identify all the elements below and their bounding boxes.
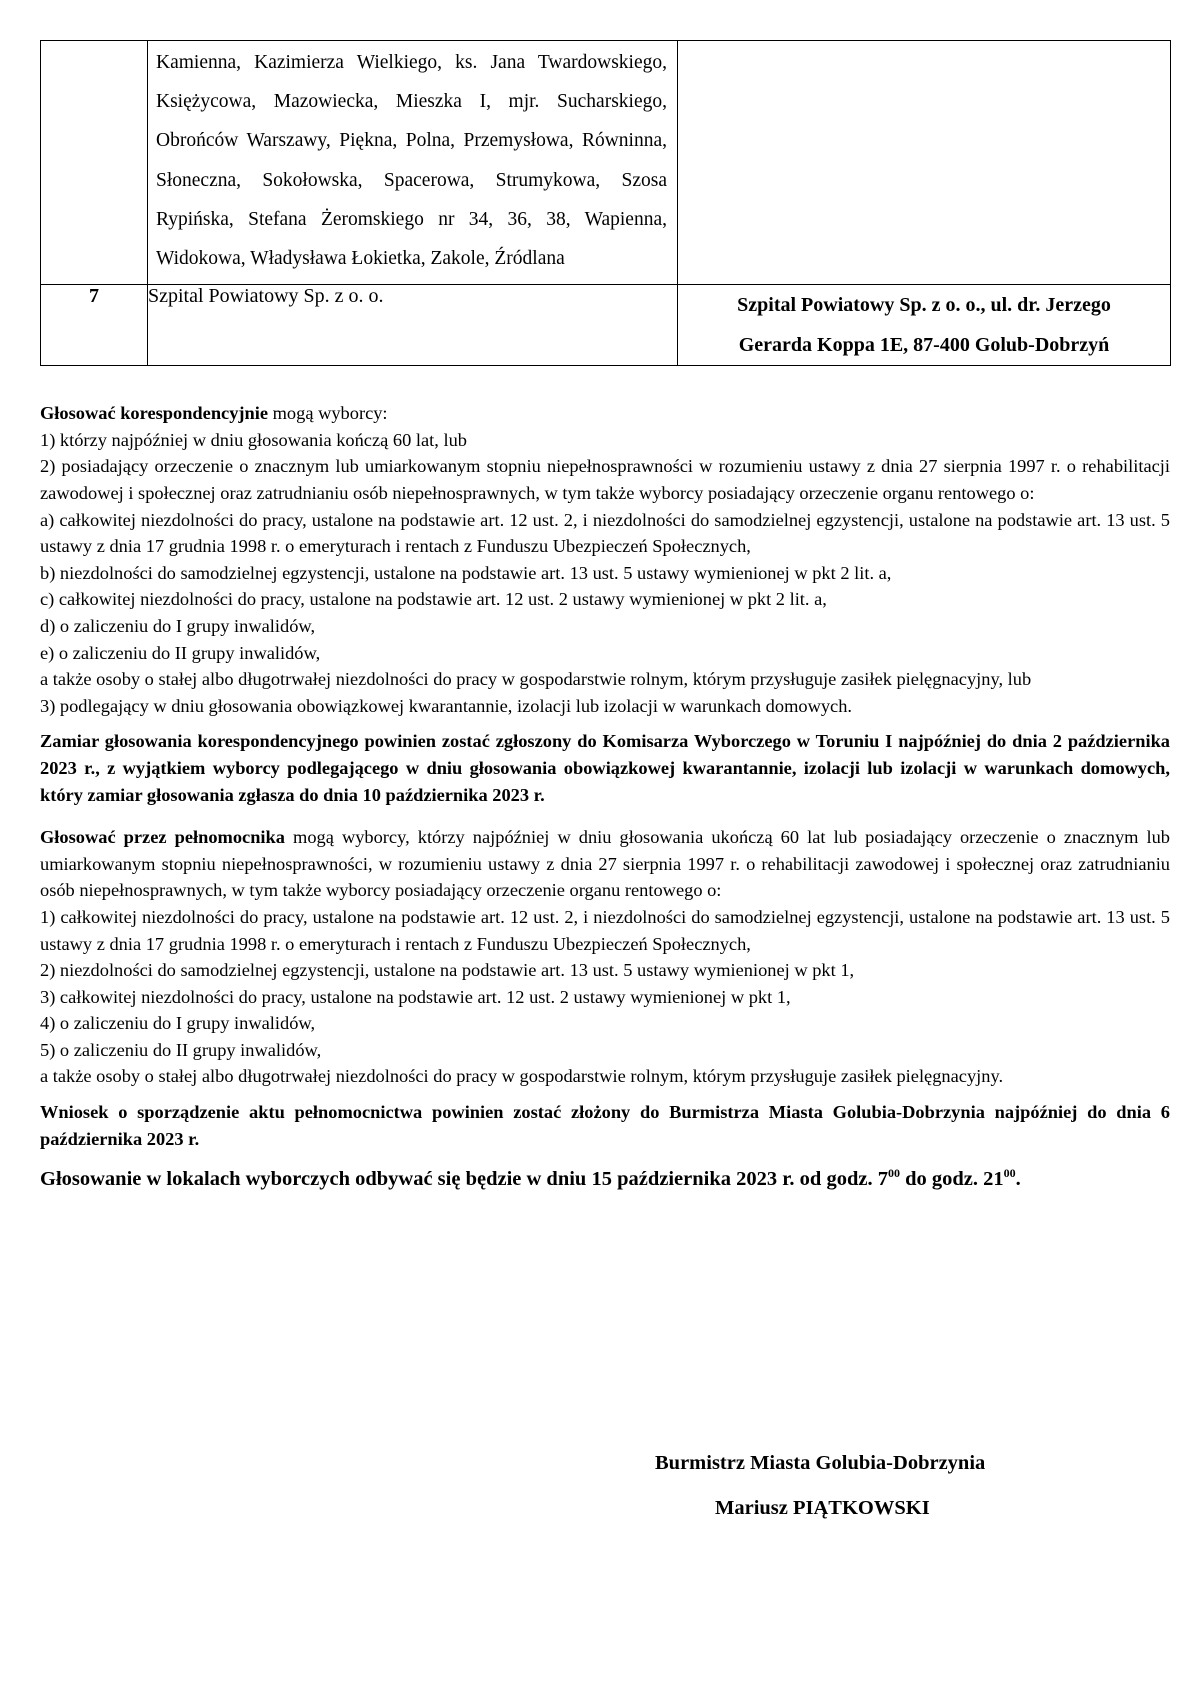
signature-title: Burmistrz Miasta Golubia-Dobrzynia (655, 1452, 986, 1474)
proxy-deadline: Wniosek o sporządzenie aktu pełnomocnictwa powinien zostać złożony do Burmistrza Miasta Golubia-Dobrzynia najpóźniej do dnia 6 października 2023 r. (40, 1102, 1170, 1149)
correspondence-lead: Głosować korespondencyjnie mogą wyborcy: (40, 403, 388, 424)
ward-streets: Kamienna, Kazimierza Wielkiego, ks. Jana Twardowskiego, Księżycowa, Mazowiecka, Mieszka I, mjr. Sucharskiego, Obrońców Warszawy, Piękna, Polna, Przemysłowa, Równinna, Słoneczna, Sokołowska, Spacerowa, Strumykowa, Szosa Rypińska, Stefana Żeromskiego nr 34, 36, 38, Wapienna, Widokowa, Władysława Łokietka, Zakole, Źródlana (156, 52, 667, 270)
list-item: a także osoby o stałej albo długotrwałej niezdolności do pracy w gospodarstwie rolnym, którym przysługuje zasiłek pielęgnacyjny, lub (40, 669, 1032, 690)
list-item: 2) niezdolności do samodzielnej egzystencji, ustalone na podstawie art. 13 ust. 5 ustawy wymienionej w pkt 1, (40, 960, 855, 981)
ward-address-line: Szpital Powiatowy Sp. z o. o., ul. dr. Jerzego (737, 294, 1111, 317)
signature-name: Mariusz PIĄTKOWSKI (715, 1497, 930, 1519)
wards-table (40, 40, 1171, 366)
list-item: a) całkowitej niezdolności do pracy, ustalone na podstawie art. 12 ust. 2, i niezdolności do samodzielnej egzystencji, ustalone na podstawie art. 13 ust. 5 ustawy z dnia 17 grudnia 1998 r. o emeryturach i rentach z Funduszu Ubezpieczeń Społecznych, (40, 509, 1170, 557)
ward-address (678, 285, 1171, 366)
ward-streets-cell (148, 41, 678, 285)
table-row (41, 285, 1171, 366)
document-page (40, 40, 1170, 1519)
list-item: d) o zaliczeniu do I grupy inwalidów, (40, 615, 316, 636)
list-item: c) całkowitej niezdolności do pracy, ustalone na podstawie art. 12 ust. 2 ustawy wymienionej w pkt 2 lit. a, (40, 589, 827, 610)
list-item: b) niezdolności do samodzielnej egzystencji, ustalone na podstawie art. 13 ust. 5 ustawy wymienionej w pkt 2 lit. a, (40, 562, 892, 583)
ward-number-cell (41, 41, 148, 285)
ward-name: Szpital Powiatowy Sp. z o. o. (148, 285, 678, 366)
list-item: 1) którzy najpóźniej w dniu głosowania kończą 60 lat, lub (40, 429, 467, 450)
list-item: 1) całkowitej niezdolności do pracy, ustalone na podstawie art. 12 ust. 2, i niezdolności do samodzielnej egzystencji, ustalone na podstawie art. 13 ust. 5 ustawy z dnia 17 grudnia 1998 r. o emeryturach i rentach z Funduszu Ubezpieczeń Społecznych, (40, 906, 1170, 954)
ward-address-cell (678, 41, 1171, 285)
list-item: 3) podlegający w dniu głosowania obowiązkowej kwarantannie, izolacji lub izolacji w warunkach domowych. (40, 695, 852, 716)
list-item: e) o zaliczeniu do II grupy inwalidów, (40, 642, 321, 663)
voting-hours: Głosowanie w lokalach wyborczych odbywać się będzie w dniu 15 października 2023 r. od godz. $7^{00}$ do godz. $21^{00}$. (40, 1166, 1021, 1191)
list-item: a także osoby o stałej albo długotrwałej niezdolności do pracy w gospodarstwie rolnym, którym przysługuje zasiłek pielęgnacyjny. (40, 1066, 1004, 1087)
ward-number: 7 (41, 285, 148, 366)
list-item: 4) o zaliczeniu do I grupy inwalidów, (40, 1013, 316, 1034)
notice-body (40, 400, 1170, 1193)
proxy-lead: Głosować przez pełnomocnika mogą wyborcy, którzy najpóźniej w dniu głosowania ukończą 60 lat lub posiadający orzeczenie o znacznym lub umiarkowanym stopniu niepełnosprawności, w rozumieniu ustawy z dnia 27 sierpnia 1997 r. o rehabilitacji zawodowej i społecznej oraz zatrudnianiu osób niepełnosprawnych, w tym także wyborcy posiadający orzeczenie organu rentowego o: (40, 827, 1170, 901)
list-item: 5) o zaliczeniu do II grupy inwalidów, (40, 1039, 322, 1060)
table-row (41, 41, 1171, 285)
list-item: 2) posiadający orzeczenie o znacznym lub umiarkowanym stopniu niepełnosprawności w rozumieniu ustawy z dnia 27 sierpnia 1997 r. o rehabilitacji zawodowej i społecznej oraz zatrudnianiu osób niepełnosprawnych, w tym także wyborcy posiadający orzeczenie organu rentowego o: (40, 456, 1170, 503)
ward-address-line: Gerarda Koppa 1E, 87-400 Golub-Dobrzyń (738, 334, 1110, 357)
correspondence-deadline: Zamiar głosowania korespondencyjnego powinien zostać zgłoszony do Komisarza Wyborczego w Toruniu I najpóźniej do dnia 2 października 2023 r., z wyjątkiem wyborcy podlegającego w dniu głosowania obowiązkowej kwarantannie, izolacji lub izolacji w warunkach domowych, który zamiar głosowania zgłasza do dnia 10 października 2023 r. (40, 731, 1170, 805)
list-item: 3) całkowitej niezdolności do pracy, ustalone na podstawie art. 12 ust. 2 ustawy wymienionej w pkt 1, (40, 986, 791, 1007)
